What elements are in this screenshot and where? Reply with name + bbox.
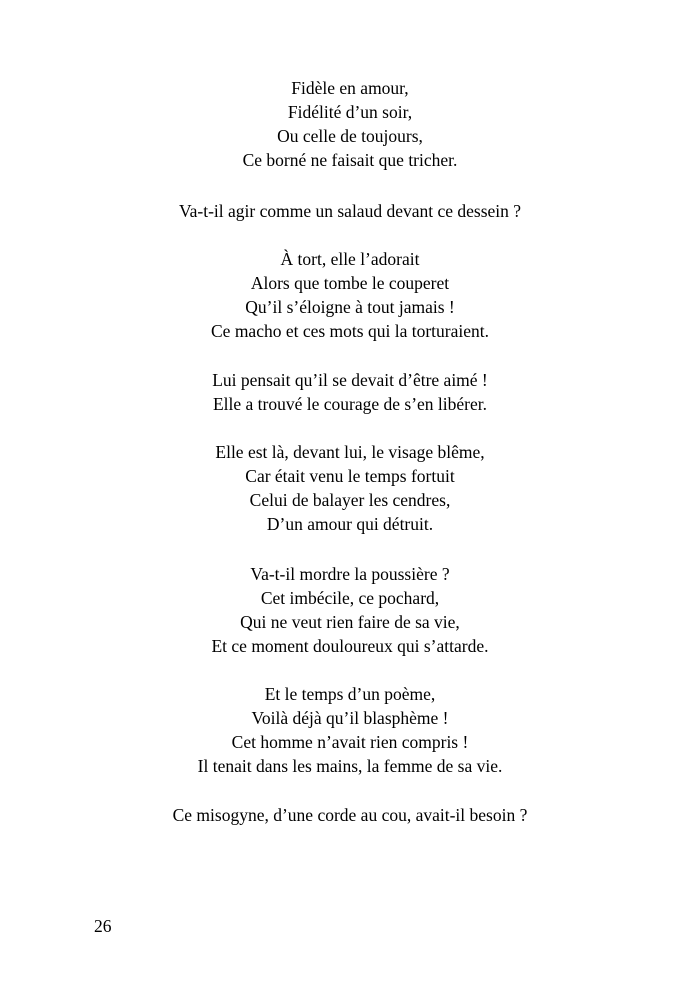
poem-line: Voilà déjà qu’il blasphème ! [251, 708, 449, 728]
poem-line: À tort, elle l’adorait [280, 249, 420, 269]
poem-line: Va-t-il mordre la poussière ? [250, 564, 450, 584]
poem-line: Va-t-il agir comme un salaud devant ce dessein ? [178, 201, 522, 221]
poem-line: Il tenait dans les mains, la femme de sa vie. [197, 756, 503, 776]
poem-line: Cet imbécile, ce pochard, [260, 588, 440, 608]
poem-line: Elle a trouvé le courage de s’en libérer. [212, 394, 488, 414]
poem-line: Elle est là, devant lui, le visage blême, [215, 442, 485, 462]
poem-line: Qui ne veut rien faire de sa vie, [240, 612, 460, 632]
poem-line: Fidélité d’un soir, [287, 102, 413, 122]
poem-line: Ce macho et ces mots qui la torturaient. [211, 321, 489, 341]
poem-line: Alors que tombe le couperet [250, 273, 450, 293]
poem-line: Cet homme n’avait rien compris ! [231, 732, 469, 752]
poem-line: D’un amour qui détruit. [266, 514, 434, 534]
poem-line: Et le temps d’un poème, [264, 684, 436, 704]
poem-line: Ou celle de toujours, [277, 126, 423, 146]
poem-line: Qu’il s’éloigne à tout jamais ! [245, 297, 455, 317]
page-number: 26 [94, 916, 112, 936]
poem-line: Ce misogyne, d’une corde au cou, avait-il besoin ? [172, 805, 528, 825]
poem-line: Car était venu le temps fortuit [245, 466, 455, 486]
poem-line: Lui pensait qu’il se devait d’être aimé ! [212, 370, 488, 390]
poem-line: Ce borné ne faisait que tricher. [242, 150, 458, 170]
poem-line: Fidèle en amour, [291, 78, 409, 98]
poem-line: Celui de balayer les cendres, [249, 490, 451, 510]
poem-line: Et ce moment douloureux qui s’attarde. [211, 636, 489, 656]
